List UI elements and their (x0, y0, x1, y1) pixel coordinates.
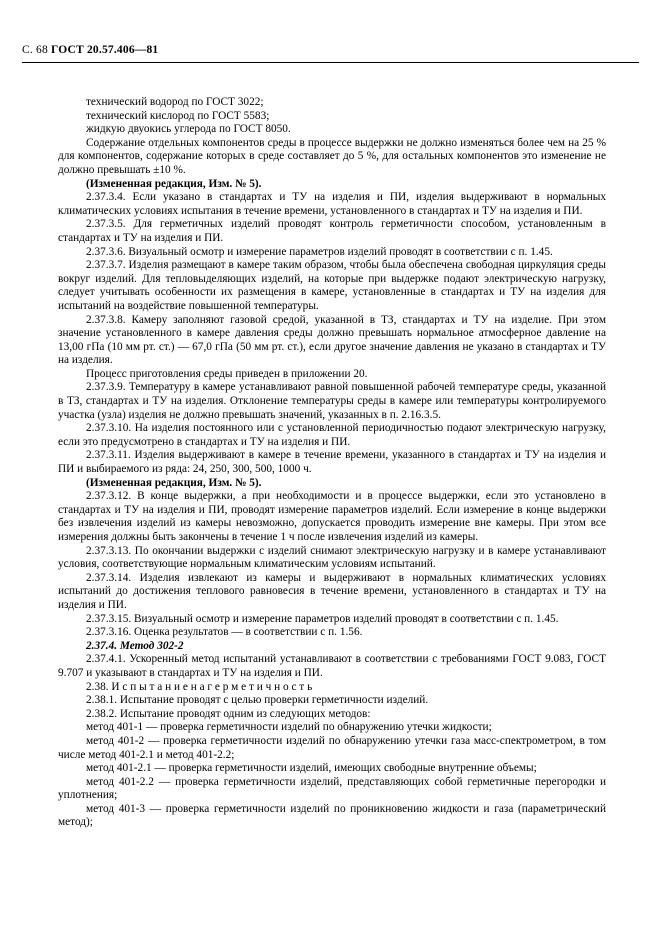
paragraph: 2.38.2. Испытание проводят одним из следующих методов: (86, 707, 371, 720)
paragraph: 2.37.4. Метод 302-2 (86, 639, 184, 652)
paragraph: технический кислород по ГОСТ 5583; (86, 109, 270, 122)
page-number: С. 68 (22, 44, 48, 56)
paragraph: 2.37.3.12. В конце выдержки, а при необходимости и в процессе выдержки, если это установлено в стандартах и ТУ на изделия и ПИ, проводят измерение параметров изделий. Если измерение в конце выдержки без извлечения изделий из камеры невозможно, допускается проводить измерение вне камеры. При этом все измерения должны быть закончены в течение 1 ч после извлечения изделий из камеры. (58, 490, 606, 543)
paragraph: (Измененная редакция, Изм. № 5). (86, 476, 262, 489)
paragraph: метод 401-1 — проверка герметичности изделий по обнаружению утечки жидкости; (86, 721, 492, 734)
paragraph: 2.37.3.6. Визуальный осмотр и измерение параметров изделий проводят в соответствии с п. 1.45. (86, 245, 553, 258)
document-body (58, 96, 606, 830)
paragraph: 2.37.3.11. Изделия выдерживают в камере в течение времени, указанного в стандартах и ТУ на изделия и ПИ и выбираемого из ряда: 24, 250, 300, 500, 1000 ч. (58, 449, 606, 476)
paragraph: метод 401-3 — проверка герметичности изделий по проникновению жидкости и газа (параметрический метод); (58, 802, 606, 829)
paragraph: метод 401-2 — проверка герметичности изделий по обнаружению утечки газа масс-спектрометром, в том числе метод 401-2.1 и метод 401-2.2; (58, 734, 606, 761)
paragraph: 2.37.3.14. Изделия извлекают из камеры и выдерживают в нормальных климатических условиях испытаний до достижения теплового равновесия в течение времени, установленного в стандартах и ТУ на изделия и ПИ. (58, 571, 606, 611)
paragraph: 2.37.3.7. Изделия размещают в камере таким образом, чтобы была обеспечена свободная циркуляция среды вокруг изделий. Для тепловыделяющих изделий, на которые при выдержке подают электрическую нагрузку, следует учитывать особенности их размещения в камере, установленные в стандартах и ТУ на изделия для испытаний на воздействие повышенной температуры. (58, 259, 606, 312)
paragraph: 2.37.4.1. Ускоренный метод испытаний устанавливают в соответствии с требованиями ГОСТ 9.083, ГОСТ 9.707 и указывают в стандартах и ТУ на изделия и ПИ. (58, 653, 606, 679)
paragraph: 2.38. И с п ы т а н и е н а г е р м е т и ч н о с т ь (86, 680, 313, 693)
paragraph: Содержание отдельных компонентов среды в процессе выдержки не должно изменяться более чем на 25 % для компонентов, содержание которых в среде составляет до 5 %, для остальных компонентов это изменение не должно превышать ±10 %. (58, 136, 606, 176)
header-rule (22, 62, 639, 63)
page-header (22, 44, 639, 56)
paragraph: технический водород по ГОСТ 3022; (86, 96, 264, 108)
paragraph: 2.38.1. Испытание проводят с целью проверки герметичности изделий. (86, 694, 429, 707)
paragraph: 2.37.3.15. Визуальный осмотр и измерение параметров изделий проводят в соответствии с п. 1.45. (86, 612, 559, 625)
paragraph: 2.37.3.9. Температуру в камере устанавливают равной повышенной рабочей температуре среды, указанной в ТЗ, стандартах и ТУ на изделия. Отклонение температуры среды в камере или температуры контролируемого участка (узла) изделия не должно превышать значений, указанных в п. 2.16.3.5. (58, 381, 606, 421)
paragraph: Процесс приготовления среды приведен в приложении 20. (86, 367, 368, 380)
paragraph: метод 401-2.1 — проверка герметичности изделий, имеющих свободные внутренние объемы; (86, 762, 537, 775)
paragraph: (Измененная редакция, Изм. № 5). (86, 177, 262, 190)
paragraph: 2.37.3.8. Камеру заполняют газовой средой, указанной в ТЗ, стандартах и ТУ на изделие. При этом значение установленного в камере давления среды должно превышать нормальное атмосферное давление на 13,00 гПа (10 мм рт. ст.) — 67,0 гПа (50 мм рт. ст.), если другое значение давления не указано в стандартах и ТУ на изделия. (58, 313, 606, 367)
standard-designation: ГОСТ 20.57.406—81 (51, 44, 159, 56)
paragraph: 2.37.3.10. На изделия постоянного или с установленной периодичностью подают электрическую нагрузку, если это предусмотрено в стандартах и ТУ на изделия и ПИ. (58, 422, 606, 448)
paragraph: 2.37.3.4. Если указано в стандартах и ТУ на изделия и ПИ, изделия выдерживают в нормальных климатических условиях испытания в течение времени, установленного в стандартах и ТУ на изделия и ПИ. (58, 191, 606, 217)
paragraph: 2.37.3.5. Для герметичных изделий проводят контроль герметичности способом, установленным в стандартах и ТУ на изделия и ПИ. (58, 218, 606, 244)
paragraph: 2.37.3.13. По окончании выдержки с изделий снимают электрическую нагрузку и в камере устанавливают условия, соответствующие нормальным климатическим условиям испытаний. (58, 544, 606, 571)
paragraph: 2.37.3.16. Оценка результатов — в соответствии с п. 1.56. (86, 626, 363, 639)
paragraph: метод 401-2.2 — проверка герметичности изделий, представляющих собой герметичные перегородки и уплотнения; (58, 775, 606, 802)
paragraph: жидкую двуокись углерода по ГОСТ 8050. (86, 123, 291, 136)
